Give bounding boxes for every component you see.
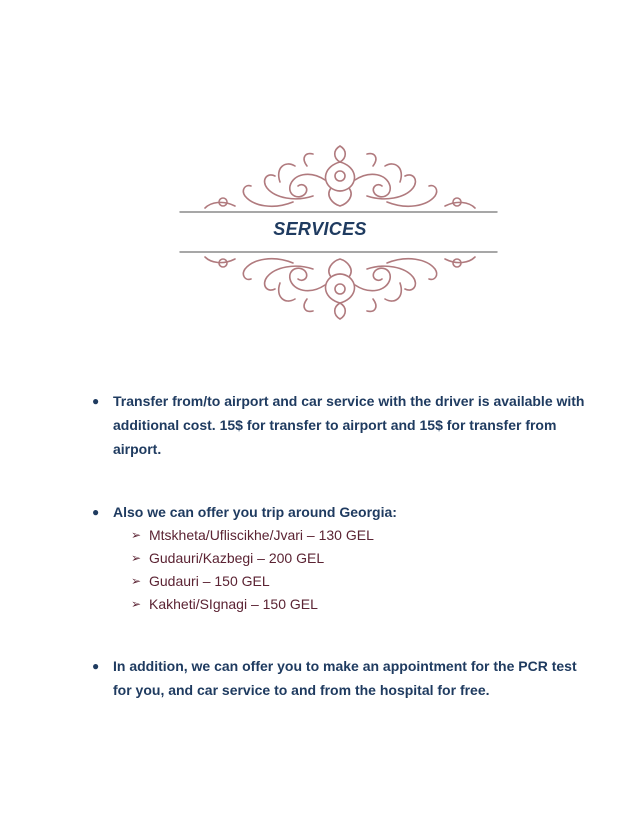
arrow-bullet-icon: ➢ (131, 597, 142, 611)
list-item (131, 593, 592, 616)
bullet-icon: ● (92, 394, 100, 408)
trip-label: Gudauri – 150 GEL (149, 573, 270, 589)
list-item (131, 547, 592, 570)
list-item (131, 570, 592, 593)
service-text: Transfer from/to airport and car service with the driver is available with additional cost. 15$ for transfer to airport and 15$ for transfer from airport. (113, 393, 585, 457)
service-item-trips (92, 500, 592, 616)
arrow-bullet-icon: ➢ (131, 551, 142, 565)
service-item-pcr (92, 654, 592, 702)
trip-label: Gudauri/Kazbegi – 200 GEL (149, 550, 325, 566)
trip-label: Mtskheta/Ufliscikhe/Jvari – 130 GEL (149, 527, 374, 543)
arrow-bullet-icon: ➢ (131, 528, 142, 542)
bullet-icon: ● (92, 505, 100, 519)
trip-label: Kakheti/SIgnagi – 150 GEL (149, 596, 318, 612)
service-text: Also we can offer you trip around Georgia: (113, 504, 397, 520)
page-title: SERVICES (273, 219, 367, 239)
service-item-transfer (92, 389, 592, 461)
trip-list (131, 524, 592, 616)
list-item (131, 524, 592, 547)
bullet-icon: ● (92, 659, 100, 673)
service-text: In addition, we can offer you to make an appointment for the PCR test for you, and car service to and from the hospital for free. (113, 658, 577, 698)
arrow-bullet-icon: ➢ (131, 574, 142, 588)
